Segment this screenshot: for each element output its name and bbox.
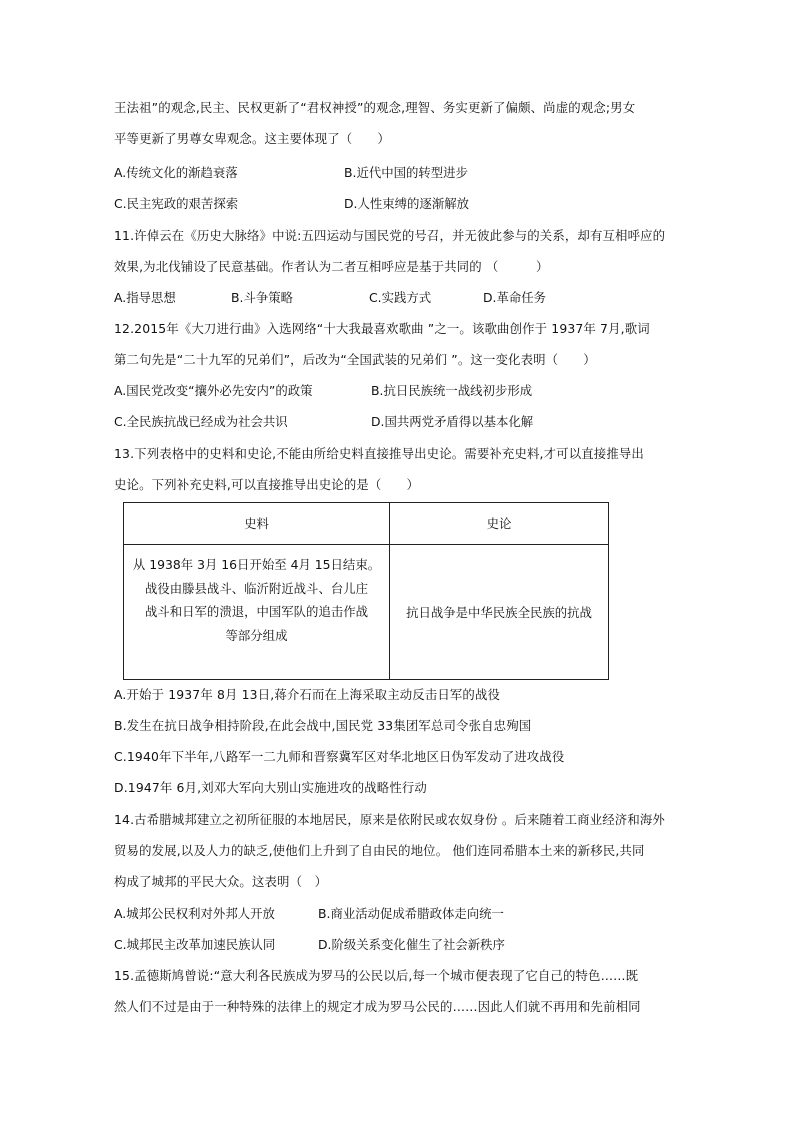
text-line: 然人们不过是由于一种特殊的法律上的规定才成为罗马公民的……因此人们就不再用和先前相同 <box>114 999 641 1014</box>
text-line: 王法祖”的观念,民主、民权更新了“君权神授”的观念,理智、务实更新了偏颇、尚虚的观念;男女 <box>114 100 636 115</box>
text-line: 效果,为北伐铺设了民意基础。作者认为二者互相呼应是基于共同的 （ ） <box>114 259 549 274</box>
text-line: 第二句先是“二十九军的兄弟们”，后改为“全国武装的兄弟们 ”。这一变化表明（ ） <box>114 352 596 367</box>
cell-line: 从 1938年 3月 16日开始至 4月 15日结束。 <box>132 557 381 572</box>
option-c: C.1940年下半年,八路军一二九师和晋察冀军区对华北地区日伪军发动了进攻战役 <box>114 749 565 764</box>
question-15-text: 15.孟德斯鸠曾说:“意大利各民族成为罗马的公民以后,每一个城市便表现了它自己的特色……既 <box>114 968 639 983</box>
table-header-source: 史料 <box>244 516 269 531</box>
table-header-argument: 史论 <box>486 516 512 531</box>
cell-line: 战斗和日军的溃退，中国军队的追击作战 <box>144 604 369 619</box>
option-a: A.开始于 1937年 8月 13日,蒋介石而在上海采取主动反击日军的战役 <box>114 687 501 702</box>
option-b: B.斗争策略 <box>231 290 294 305</box>
question-13-text: 13.下列表格中的史料和史论,不能由所给史料直接推导出史论。需要补充史料,才可以直接推导出 <box>114 446 644 461</box>
text-line: 构成了城邦的平民大众。这表明（ ） <box>114 874 328 889</box>
option-c: C.实践方式 <box>369 290 432 305</box>
cell-line: 等部分组成 <box>225 627 288 643</box>
question-12-text: 12.2015年《大刀进行曲》入选网络“十大我最喜欢歌曲 ”之一。该歌曲创作于 1937年 7月,歌词 <box>114 321 650 336</box>
source-table <box>123 502 609 680</box>
question-11-text: 11.许倬云在《历史大脉络》中说:五四运动与国民党的号召，并无彼此参与的关系，却有互相呼应的 <box>114 228 666 243</box>
text-line: 史论。下列补充史料,可以直接推导出史论的是（ ） <box>114 477 420 492</box>
cell-text: 抗日战争是中华民族全民族的抗战 <box>406 605 592 620</box>
cell-line: 战役由滕县战斗、临沂附近战斗、台儿庄 <box>144 580 369 596</box>
text-line: 平等更新了男尊女卑观念。这主要体现了（ ） <box>114 131 390 146</box>
option-d: D.阶级关系变化催生了社会新秩序 <box>318 937 505 952</box>
option-d: D.1947年 6月,刘邓大军向大别山实施进攻的战略性行动 <box>114 780 427 795</box>
option-a: A.传统文化的渐趋衰落 <box>114 165 238 180</box>
option-a: A.指导思想 <box>114 290 176 305</box>
option-d: D.革命任务 <box>483 290 547 305</box>
text-line: 贸易的发展,以及人力的缺乏,使他们上升到了自由民的地位。 他们连同希腊本土来的新移民,共同 <box>114 843 645 858</box>
table-cell-argument <box>390 545 608 679</box>
option-a: A.国民党改变“攘外必先安内”的政策 <box>114 383 313 398</box>
option-b: B.商业活动促成希腊政体走向统一 <box>318 906 504 921</box>
option-a: A.城邦公民权利对外邦人开放 <box>114 906 275 921</box>
option-c: C.民主宪政的艰苦探索 <box>114 196 239 211</box>
option-d: D.人性束缚的逐渐解放 <box>344 196 469 211</box>
option-b: B.发生在抗日战争相持阶段,在此会战中,国民党 33集团军总司令张自忠殉国 <box>114 718 532 733</box>
option-d: D.国共两党矛盾得以基本化解 <box>371 414 534 429</box>
question-14-text: 14.古希腊城邦建立之初所征服的本地居民，原来是依附民或农奴身份 。后来随着工商业经济和海外 <box>114 812 665 827</box>
table-cell-source <box>124 553 389 647</box>
option-c: C.城邦民主改革加速民族认同 <box>114 937 276 952</box>
option-b: B.近代中国的转型进步 <box>344 165 468 180</box>
option-b: B.抗日民族统一战线初步形成 <box>371 383 533 398</box>
option-c: C.全民族抗战已经成为社会共识 <box>114 414 288 429</box>
